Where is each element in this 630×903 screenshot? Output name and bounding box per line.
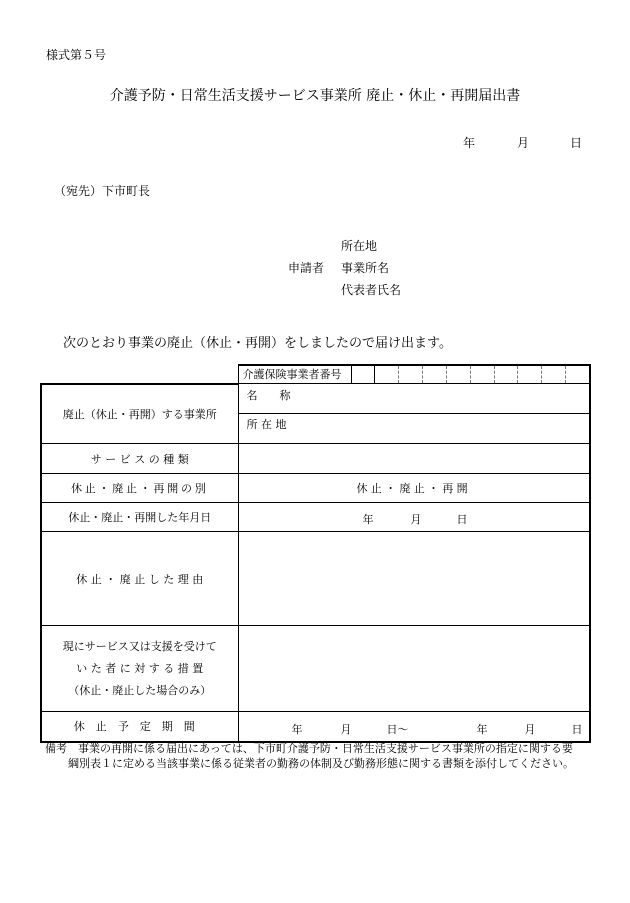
- addressee: （宛先）下市町長: [54, 184, 151, 198]
- insurance-digit-box[interactable]: [566, 366, 589, 383]
- reason-label-text: 休 止 ・ 廃 止 し た 理 由: [76, 572, 204, 586]
- service-type-label: [41, 444, 238, 474]
- office-label-text: 廃止（休止・再開）する事業所: [62, 407, 217, 421]
- applicant-address-label: 所在地: [341, 239, 378, 253]
- period-end-year: 年: [476, 723, 488, 736]
- service-type-cell[interactable]: [238, 444, 590, 474]
- insurance-digit-box[interactable]: [399, 366, 423, 383]
- period-start-day: 日～: [386, 723, 409, 736]
- period-end-day: 日: [571, 723, 583, 736]
- measures-label-line3: （休止・廃止した場合のみ）: [68, 683, 212, 697]
- insurance-digit-box[interactable]: [447, 366, 471, 383]
- date-day-label: 日: [570, 136, 583, 150]
- measures-cell[interactable]: [238, 626, 590, 712]
- service-type-label-text: サ ー ビ ス の 種 類: [90, 452, 189, 466]
- intro-text: 次のとおり事業の廃止（休止・再開）をしましたので届け出ます。: [63, 336, 452, 351]
- insurance-digit-box[interactable]: [518, 366, 542, 383]
- insurance-digit-box[interactable]: [542, 366, 566, 383]
- period-label: [41, 712, 238, 742]
- period-cell[interactable]: [238, 712, 590, 742]
- office-location-label: 所 在 地: [246, 418, 287, 431]
- category-label-text: 休止・廃止・再開の別: [71, 482, 209, 495]
- date-label-text: 休止・廃止・再開した年月日: [68, 511, 212, 524]
- office-label: [41, 384, 238, 444]
- category-cell[interactable]: [238, 474, 590, 503]
- date-month: 月: [410, 513, 422, 526]
- date-day: 日: [456, 513, 468, 526]
- date-year-label: 年: [463, 136, 476, 150]
- period-start-year: 年: [291, 723, 303, 736]
- date-label: [41, 503, 238, 532]
- insurance-number-label: 介護保険事業者番号: [239, 366, 352, 383]
- measures-label: [41, 626, 238, 712]
- office-location-cell[interactable]: [238, 414, 590, 444]
- remarks: [45, 741, 605, 771]
- insurance-digit-box[interactable]: [495, 366, 519, 383]
- reason-cell[interactable]: [238, 532, 590, 626]
- notification-form-table: [40, 364, 591, 743]
- category-value: 休止・廃止・再開: [356, 482, 471, 495]
- category-label: [41, 474, 238, 503]
- insurance-digit-box[interactable]: [423, 366, 447, 383]
- remarks-line2: 綱別表１に定める当該事業に係る従業者の勤務の体制及び勤務形態に関する書類を添付してください。: [68, 757, 574, 770]
- office-name-label: 名 称: [246, 389, 291, 402]
- date-month-label: 月: [517, 136, 530, 150]
- insurance-digit-box[interactable]: [375, 366, 399, 383]
- insurance-number-row: [238, 365, 590, 384]
- applicant-representative-label: 代表者氏名: [341, 283, 402, 297]
- document-title: 介護予防・日常生活支援サービス事業所 廃止・休止・再開届出書: [109, 88, 521, 104]
- form-number: 様式第５号: [46, 48, 107, 62]
- insurance-digit-box[interactable]: [352, 366, 376, 383]
- date-year: 年: [362, 513, 374, 526]
- date-cell[interactable]: [238, 503, 590, 532]
- applicant-label: 申請者: [288, 261, 325, 275]
- applicant-office-label: 事業所名: [341, 261, 390, 275]
- insurance-digit-box[interactable]: [471, 366, 495, 383]
- office-name-cell[interactable]: [238, 384, 590, 414]
- period-start-month: 月: [340, 723, 352, 736]
- period-label-text: 休止予定期間: [73, 720, 206, 734]
- reason-label: [41, 532, 238, 626]
- remarks-line1: 備考 事業の再開に係る届出にあっては、下市町介護予防・日常生活支援サービス事業所の指定に関する要: [45, 742, 573, 755]
- measures-label-line2: い た 者 に 対 す る 措 置: [76, 661, 204, 675]
- measures-label-line1: 現にサービス又は支援を受けて: [62, 639, 217, 653]
- period-end-month: 月: [524, 723, 536, 736]
